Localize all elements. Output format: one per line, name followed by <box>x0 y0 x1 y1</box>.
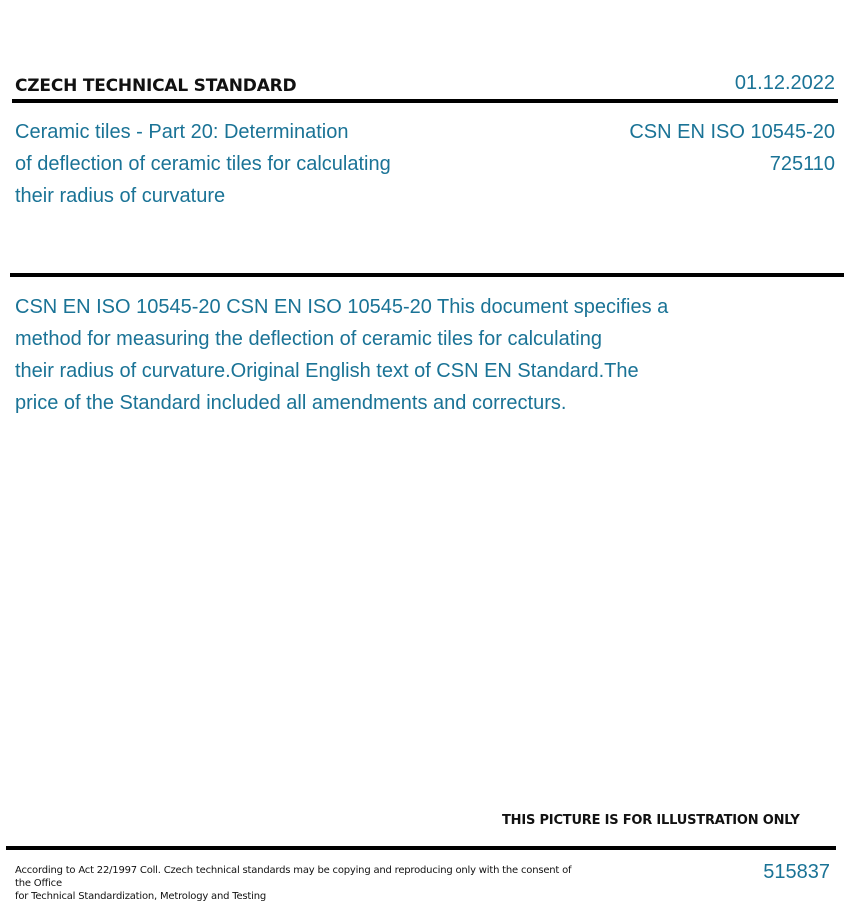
description-line: their radius of curvature.Original English text of CSN EN Standard.The <box>15 360 639 382</box>
classification-code: 725110 <box>769 153 835 175</box>
standard-designation: CSN EN ISO 10545-20 <box>629 121 835 143</box>
title-line: their radius of curvature <box>15 185 226 207</box>
standard-type-label: CZECH TECHNICAL STANDARD <box>15 76 297 96</box>
legal-line: According to Act 22/1997 Coll. Czech technical standards may be copying and reproducing only with the consent of the Office <box>15 865 572 889</box>
illustration-note: THIS PICTURE IS FOR ILLUSTRATION ONLY <box>502 813 800 828</box>
description-line: price of the Standard included all amendments and correcturs. <box>15 392 567 414</box>
standard-codes <box>629 116 835 180</box>
description-line: method for measuring the deflection of ceramic tiles for calculating <box>15 328 602 350</box>
publication-date: 01.12.2022 <box>734 72 835 94</box>
legal-line: for Technical Standardization, Metrology and Testing <box>15 891 266 902</box>
footer-rule <box>6 846 836 850</box>
header-rule <box>12 99 838 103</box>
title-rule <box>10 273 844 277</box>
title-line: of deflection of ceramic tiles for calculating <box>15 153 391 175</box>
standard-title <box>15 116 391 212</box>
legal-notice <box>15 864 585 903</box>
standard-description <box>15 291 755 419</box>
catalog-number: 515837 <box>763 861 830 883</box>
title-line: Ceramic tiles - Part 20: Determination <box>15 121 349 143</box>
description-line: CSN EN ISO 10545-20 CSN EN ISO 10545-20 This document specifies a <box>15 296 669 318</box>
